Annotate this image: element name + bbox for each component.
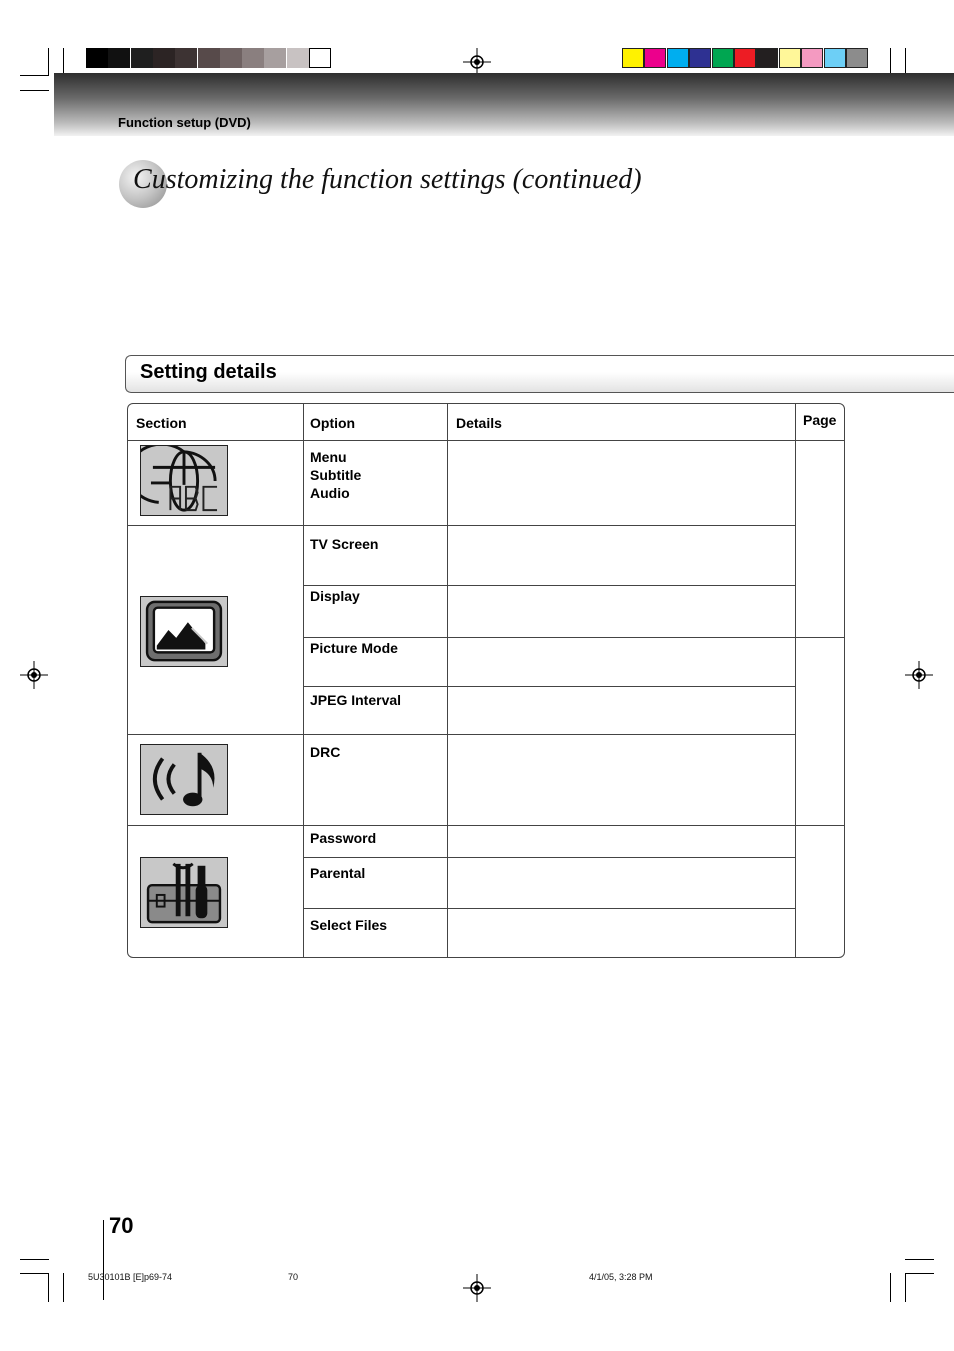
option-parental: Parental [310, 865, 366, 881]
option-display: Display [310, 588, 360, 604]
grayscale-swatch [175, 48, 197, 68]
grayscale-swatch [198, 48, 220, 68]
option-jpeg-interval: JPEG Interval [310, 692, 402, 708]
color-swatch [846, 48, 868, 68]
table-divider [303, 908, 796, 909]
registration-mark-icon [905, 661, 933, 689]
audio-music-note-icon [140, 744, 228, 815]
option-drc: DRC [310, 744, 341, 760]
option-audio: Audio [310, 485, 350, 501]
grayscale-swatch [242, 48, 264, 68]
page-title [133, 164, 642, 196]
crop-mark [890, 1273, 891, 1302]
table-divider [303, 686, 796, 687]
color-swatch [644, 48, 666, 68]
color-swatch [756, 48, 778, 68]
table-divider [447, 404, 448, 958]
settings-table [127, 403, 845, 958]
registration-mark-icon [463, 1274, 491, 1302]
color-swatch [689, 48, 711, 68]
crop-mark [63, 1273, 64, 1302]
tools-toolbox-icon [140, 857, 228, 928]
page-number: 70 [109, 1213, 134, 1238]
option-menu: Menu [310, 449, 347, 465]
crop-mark [20, 75, 49, 76]
color-swatch [712, 48, 734, 68]
grayscale-swatch [131, 48, 153, 68]
title-rest: ustomizing the function settings (continued) [151, 164, 642, 195]
crop-mark [63, 48, 64, 76]
color-swatch [667, 48, 689, 68]
table-divider [128, 440, 844, 441]
table-divider [303, 404, 304, 958]
print-timestamp: 4/1/05, 3:28 PM [589, 1272, 653, 1282]
option-picture-mode: Picture Mode [310, 640, 398, 656]
grayscale-swatch [264, 48, 286, 68]
color-swatch [779, 48, 801, 68]
option-select-files: Select Files [310, 917, 388, 933]
color-swatch [734, 48, 756, 68]
title-initial: C [133, 164, 152, 195]
option-subtitle: Subtitle [310, 467, 362, 483]
grayscale-swatch [287, 48, 309, 68]
column-header-option: Option [310, 415, 356, 431]
crop-mark [20, 1273, 49, 1274]
color-swatch [824, 48, 846, 68]
sheet-number: 70 [288, 1272, 299, 1282]
crop-mark [905, 48, 906, 76]
column-header-page: Page [803, 412, 837, 428]
table-divider [303, 585, 796, 586]
registration-mark-icon [20, 661, 48, 689]
language-globe-abc-icon [140, 445, 228, 516]
crop-mark [20, 90, 49, 91]
crop-mark [103, 1220, 104, 1300]
section-label: Function setup (DVD) [118, 115, 251, 130]
table-divider [795, 637, 845, 638]
grayscale-swatch [108, 48, 130, 68]
crop-mark [890, 48, 891, 76]
color-swatch [801, 48, 823, 68]
column-header-section: Section [136, 415, 187, 431]
option-password: Password [310, 830, 377, 846]
table-divider [303, 637, 796, 638]
picture-landscape-icon [140, 596, 228, 667]
crop-mark [48, 48, 49, 76]
table-divider [303, 857, 796, 858]
file-id: 5U30101B [E]p69-74 [88, 1272, 173, 1282]
crop-mark [905, 1273, 934, 1274]
crop-mark [905, 1273, 906, 1302]
table-divider [128, 734, 796, 735]
registration-mark-icon [463, 48, 491, 76]
table-divider [795, 404, 796, 958]
grayscale-swatch [153, 48, 175, 68]
grayscale-swatch [220, 48, 242, 68]
crop-mark [20, 1259, 49, 1260]
grayscale-swatch [86, 48, 108, 68]
color-swatch [622, 48, 644, 68]
grayscale-swatch [309, 48, 331, 68]
option-tv-screen: TV Screen [310, 536, 379, 552]
table-divider [128, 525, 796, 526]
setting-details-heading: Setting details [140, 361, 277, 383]
crop-mark [48, 1273, 49, 1302]
column-header-details: Details [456, 415, 502, 431]
crop-mark [905, 1259, 934, 1260]
table-divider [128, 825, 844, 826]
